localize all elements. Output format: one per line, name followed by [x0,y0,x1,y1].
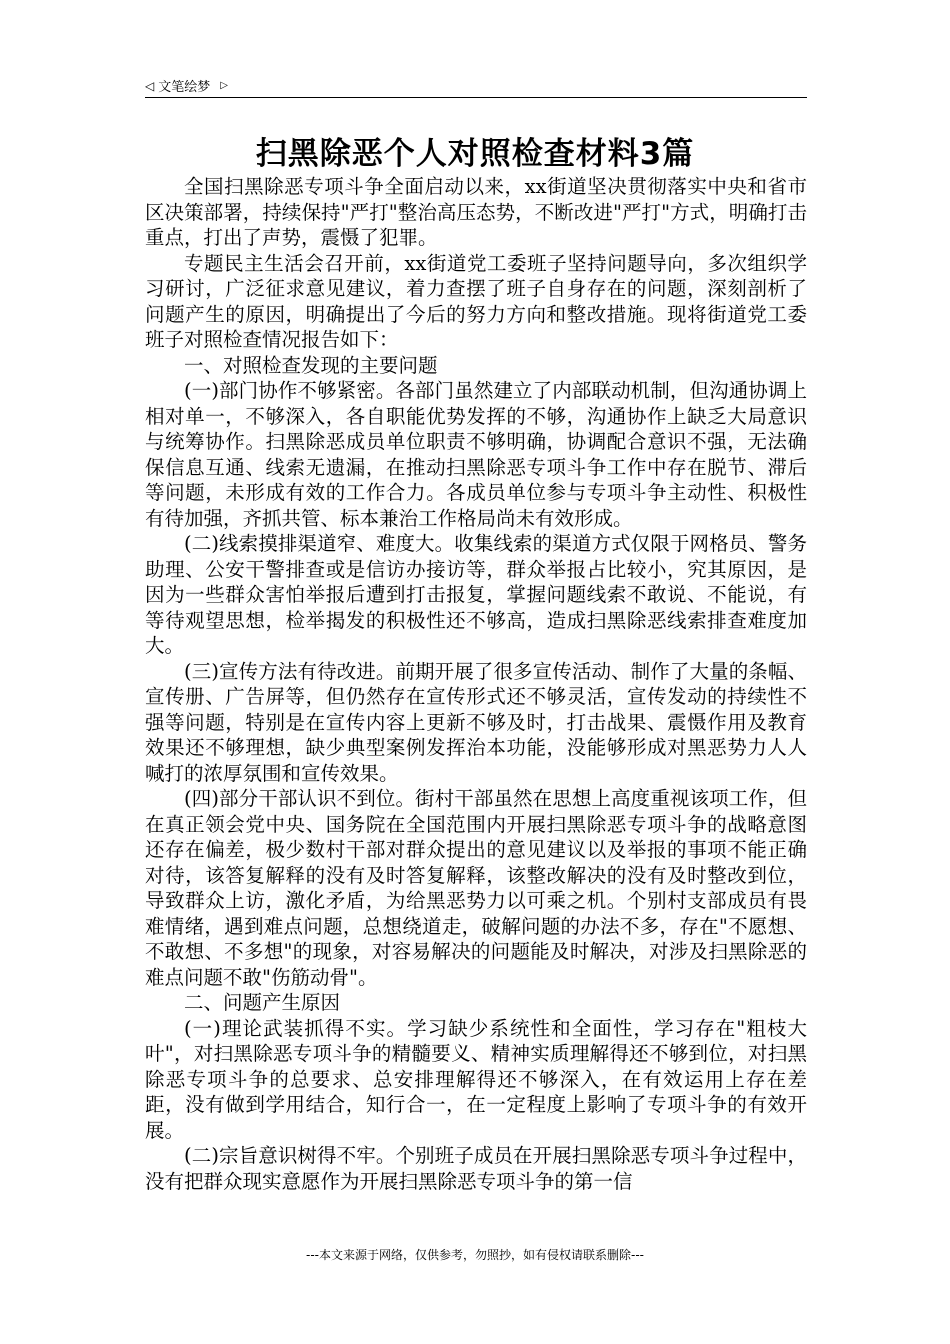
paragraph: (三)宣传方法有待改进。前期开展了很多宣传活动、制作了大量的条幅、宣传册、广告屏等，但仍然存在宣传形式还不够灵活，宣传发动的持续性不强等问题，特别是在宣传内容上更新不够及时，打击战果、震慑作用及教育效果还不够理想，缺少典型案例发挥治本功能，没能够形成对黑恶势力人人喊打的浓厚氛围和宣传效果。 [145,659,807,785]
paragraph: (一)部门协作不够紧密。各部门虽然建立了内部联动机制，但沟通协调上相对单一，不够深入，各自职能优势发挥的不够，沟通协作上缺乏大局意识与统筹协作。扫黑除恶成员单位职责不够明确，协调配合意识不强，无法确保信息互通、线索无遗漏，在推动扫黑除恶专项斗争工作中存在脱节、滞后等问题，未形成有效的工作合力。各成员单位参与专项斗争主动性、积极性有待加强，齐抓共管、标本兼治工作格局尚未有效形成。 [145,379,807,530]
page-footer: ---本文来源于网络，仅供参考，勿照抄，如有侵权请联系删除--- [306,1248,644,1262]
document-body [145,174,807,1194]
paragraph: (一)理论武装抓得不实。学习缺少系统性和全面性，学习存在"粗枝大叶"，对扫黑除恶专项斗争的精髓要义、精神实质理解得还不够到位，对扫黑除恶专项斗争的总要求、总安排理解得还不够深入，在有效运用上存在差距，没有做到学用结合，知行合一，在一定程度上影响了专项斗争的有效开展。 [145,1016,807,1142]
page-header [145,76,228,95]
document-title: 扫黑除恶个人对照检查材料3篇 [255,136,695,172]
paragraph: (二)宗旨意识树得不牢。个别班子成员在开展扫黑除恶专项斗争过程中，没有把群众现实意愿作为开展扫黑除恶专项斗争的第一信 [145,1144,807,1193]
section-heading: 二、问题产生原因 [184,991,341,1014]
paragraph: 全国扫黑除恶专项斗争全面启动以来，xx街道坚决贯彻落实中央和省市区决策部署，持续保持"严打"整治高压态势，不断改进"严打"方式，明确打击重点，打出了声势，震慑了犯罪。 [145,175,807,249]
paragraph: (四)部分干部认识不到位。街村干部虽然在思想上高度重视该项工作，但在真正领会党中央、国务院在全国范围内开展扫黑除恶专项斗争的战略意图还存在偏差，极少数村干部对群众提出的意见建议以及举报的事项不能正确对待，该答复解释的没有及时答复解释，该整改解决的没有及时整改到位，导致群众上访，激化矛盾，为给黑恶势力以可乘之机。个别村支部成员有畏难情绪，遇到难点问题，总想绕道走，破解问题的办法不多，存在"不愿想、不敢想、不多想"的现象，对容易解决的问题能及时解决，对涉及扫黑除恶的难点问题不敢"伤筋动骨"。 [145,787,807,989]
paragraph: (二)线索摸排渠道窄、难度大。收集线索的渠道方式仅限于网格员、警务助理、公安干警排查或是信访办接访等，群众举报占比较小，究其原因，是因为一些群众害怕举报后遭到打击报复，掌握问题线索不敢说、不能说，有等待观望思想，检举揭发的积极性还不够高，造成扫黑除恶线索排查难度加大。 [145,532,807,657]
section-heading: 一、对照检查发现的主要问题 [184,353,438,377]
header-text: 文笔绘梦 [158,80,211,95]
triangle-left-icon: ◁ [145,78,155,93]
header-rule [145,97,807,98]
paragraph: 专题民主生活会召开前，xx街道党工委班子坚持问题导向，多次组织学习研讨，广泛征求意见建议，着力查摆了班子自身存在的问题，深刻剖析了问题产生的原因，明确提出了今后的努力方向和整改措施。现将街道党工委班子对照检查情况报告如下： [145,251,807,351]
triangle-right-icon: ▷ [220,80,228,91]
